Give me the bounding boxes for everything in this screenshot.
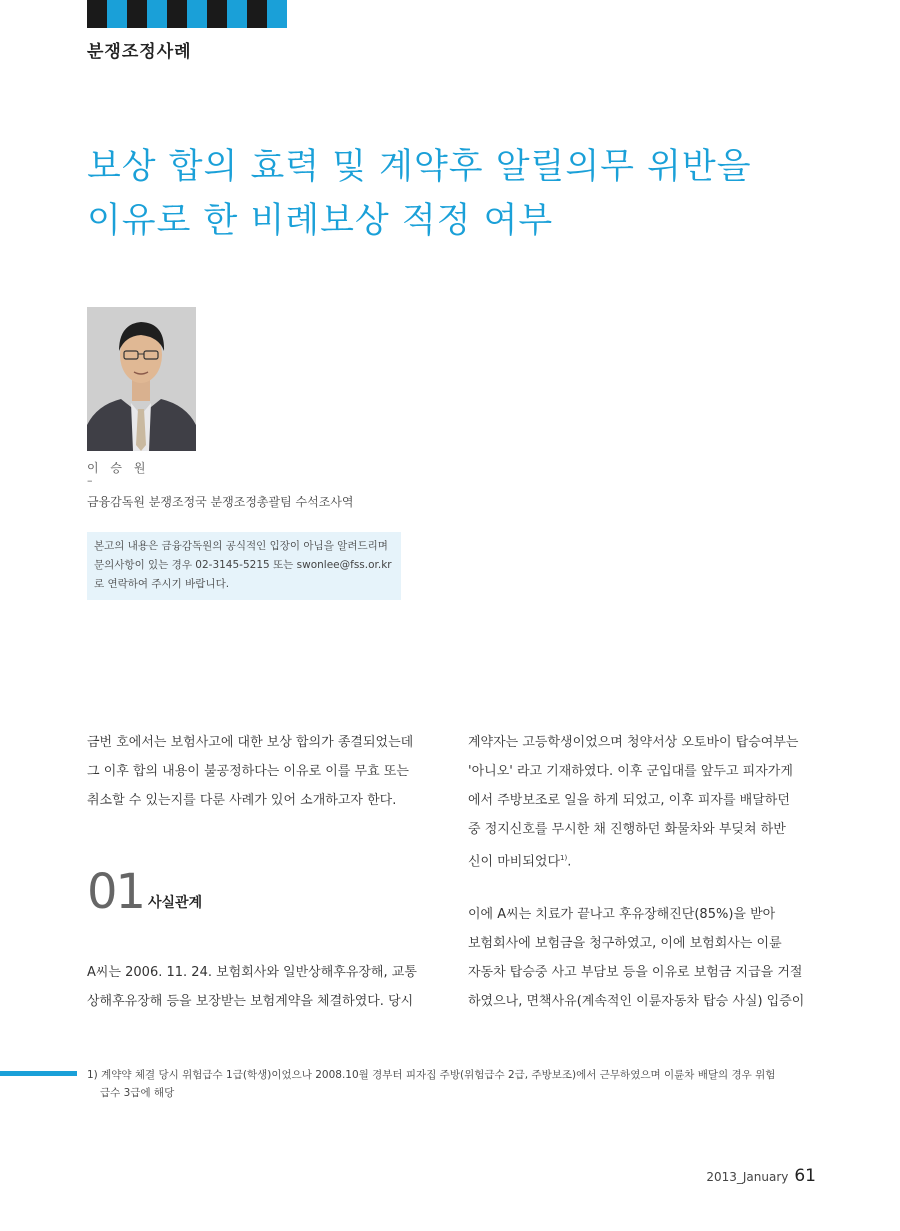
section-number: 01 <box>87 864 145 920</box>
color-bar-segment <box>187 0 207 28</box>
color-bar-segment <box>87 0 107 28</box>
footnote-line: 1) 계약약 체결 당시 위험급수 1급(학생)이었으나 2008.10월 경부터 피자집 주방(위험급수 2급, 주방보조)에서 근무하였으며 이륜차 배달의 경우 위험 <box>87 1069 776 1081</box>
text-line: A씨는 2006. 11. 24. 보험회사와 일반상해후유장해, 교통 <box>87 965 417 980</box>
text-line: 에서 주방보조로 일을 하게 되었고, 이후 피자를 배달하던 <box>468 793 790 808</box>
disclaimer-line: 로 연락하여 주시기 바랍니다. <box>94 578 230 590</box>
color-bar-segment <box>227 0 247 28</box>
facts-paragraph <box>87 958 437 1016</box>
text-line: 이에 A씨는 치료가 끝나고 후유장해진단(85%)을 받아 <box>468 907 776 922</box>
article-title <box>87 140 847 248</box>
text-line: 자동차 탑승중 사고 부담보 등을 이유로 보험금 지급을 거절 <box>468 965 803 980</box>
title-line: 이유로 한 비례보상 적정 여부 <box>87 201 554 241</box>
footnote-line: 급수 3급에 해당 <box>100 1087 175 1099</box>
color-bar-segment <box>127 0 147 28</box>
author-separator: – <box>87 474 93 487</box>
section-heading: 사실관계 <box>148 895 203 911</box>
color-bar-segment <box>107 0 127 28</box>
text-line: 중 정지신호를 무시한 채 진행하던 화물차와 부딪쳐 하반 <box>468 822 786 837</box>
text-segment: 신이 마비되었다 <box>468 854 561 870</box>
disclaimer-line: 본고의 내용은 금융감독원의 공식적인 입장이 아님을 알려드리며 <box>94 540 388 552</box>
author-name: 이 승 원 <box>87 461 150 475</box>
author-affiliation: 금융감독원 분쟁조정국 분쟁조정총괄팀 수석조사역 <box>87 495 354 509</box>
header-color-bar <box>87 0 287 28</box>
disclaimer-box <box>87 532 401 600</box>
text-line: 계약자는 고등학생이었으며 청약서상 오토바이 탑승여부는 <box>468 735 799 750</box>
text-line: 보험회사에 보험금을 청구하였고, 이에 보험회사는 이륜 <box>468 936 782 951</box>
intro-paragraph <box>87 728 437 815</box>
text-line: 그 이후 합의 내용이 불공정하다는 이유로 이를 무효 또는 <box>87 764 409 779</box>
text-line: 취소할 수 있는지를 다룬 사례가 있어 소개하고자 한다. <box>87 793 397 808</box>
text-line: '아니오' 라고 기재하였다. 이후 군입대를 앞두고 피자가게 <box>468 764 793 779</box>
color-bar-segment <box>167 0 187 28</box>
text-line: 상해후유장해 등을 보장받는 보험계약을 체결하였다. 당시 <box>87 994 414 1009</box>
title-line: 보상 합의 효력 및 계약후 알릴의무 위반을 <box>87 147 752 187</box>
color-bar-segment <box>247 0 267 28</box>
issue-label: 2013_January <box>706 1170 789 1184</box>
author-photo <box>87 307 196 451</box>
section-label: 분쟁조정사례 <box>87 42 192 62</box>
page-number: 61 <box>794 1166 816 1186</box>
page-folio <box>706 1166 816 1186</box>
color-bar-segment <box>267 0 287 28</box>
disclaimer-line: 문의사항이 있는 경우 02-3145-5215 또는 swonlee@fss.or.kr <box>94 559 392 571</box>
footnote <box>87 1066 827 1102</box>
footnote-accent-bar <box>0 1071 77 1076</box>
text-line: 신이 마비되었다$^{1)}$. <box>468 854 572 870</box>
text-line: 하였으나, 면책사유(계속적인 이륜자동차 탑승 사실) 입증이 <box>468 994 805 1009</box>
color-bar-segment <box>207 0 227 28</box>
facts-paragraph-continued <box>468 728 818 876</box>
footnote-reference: 1) <box>560 854 568 862</box>
claim-paragraph <box>468 900 818 1016</box>
color-bar-segment <box>147 0 167 28</box>
text-line: 금번 호에서는 보험사고에 대한 보상 합의가 종결되었는데 <box>87 735 414 750</box>
